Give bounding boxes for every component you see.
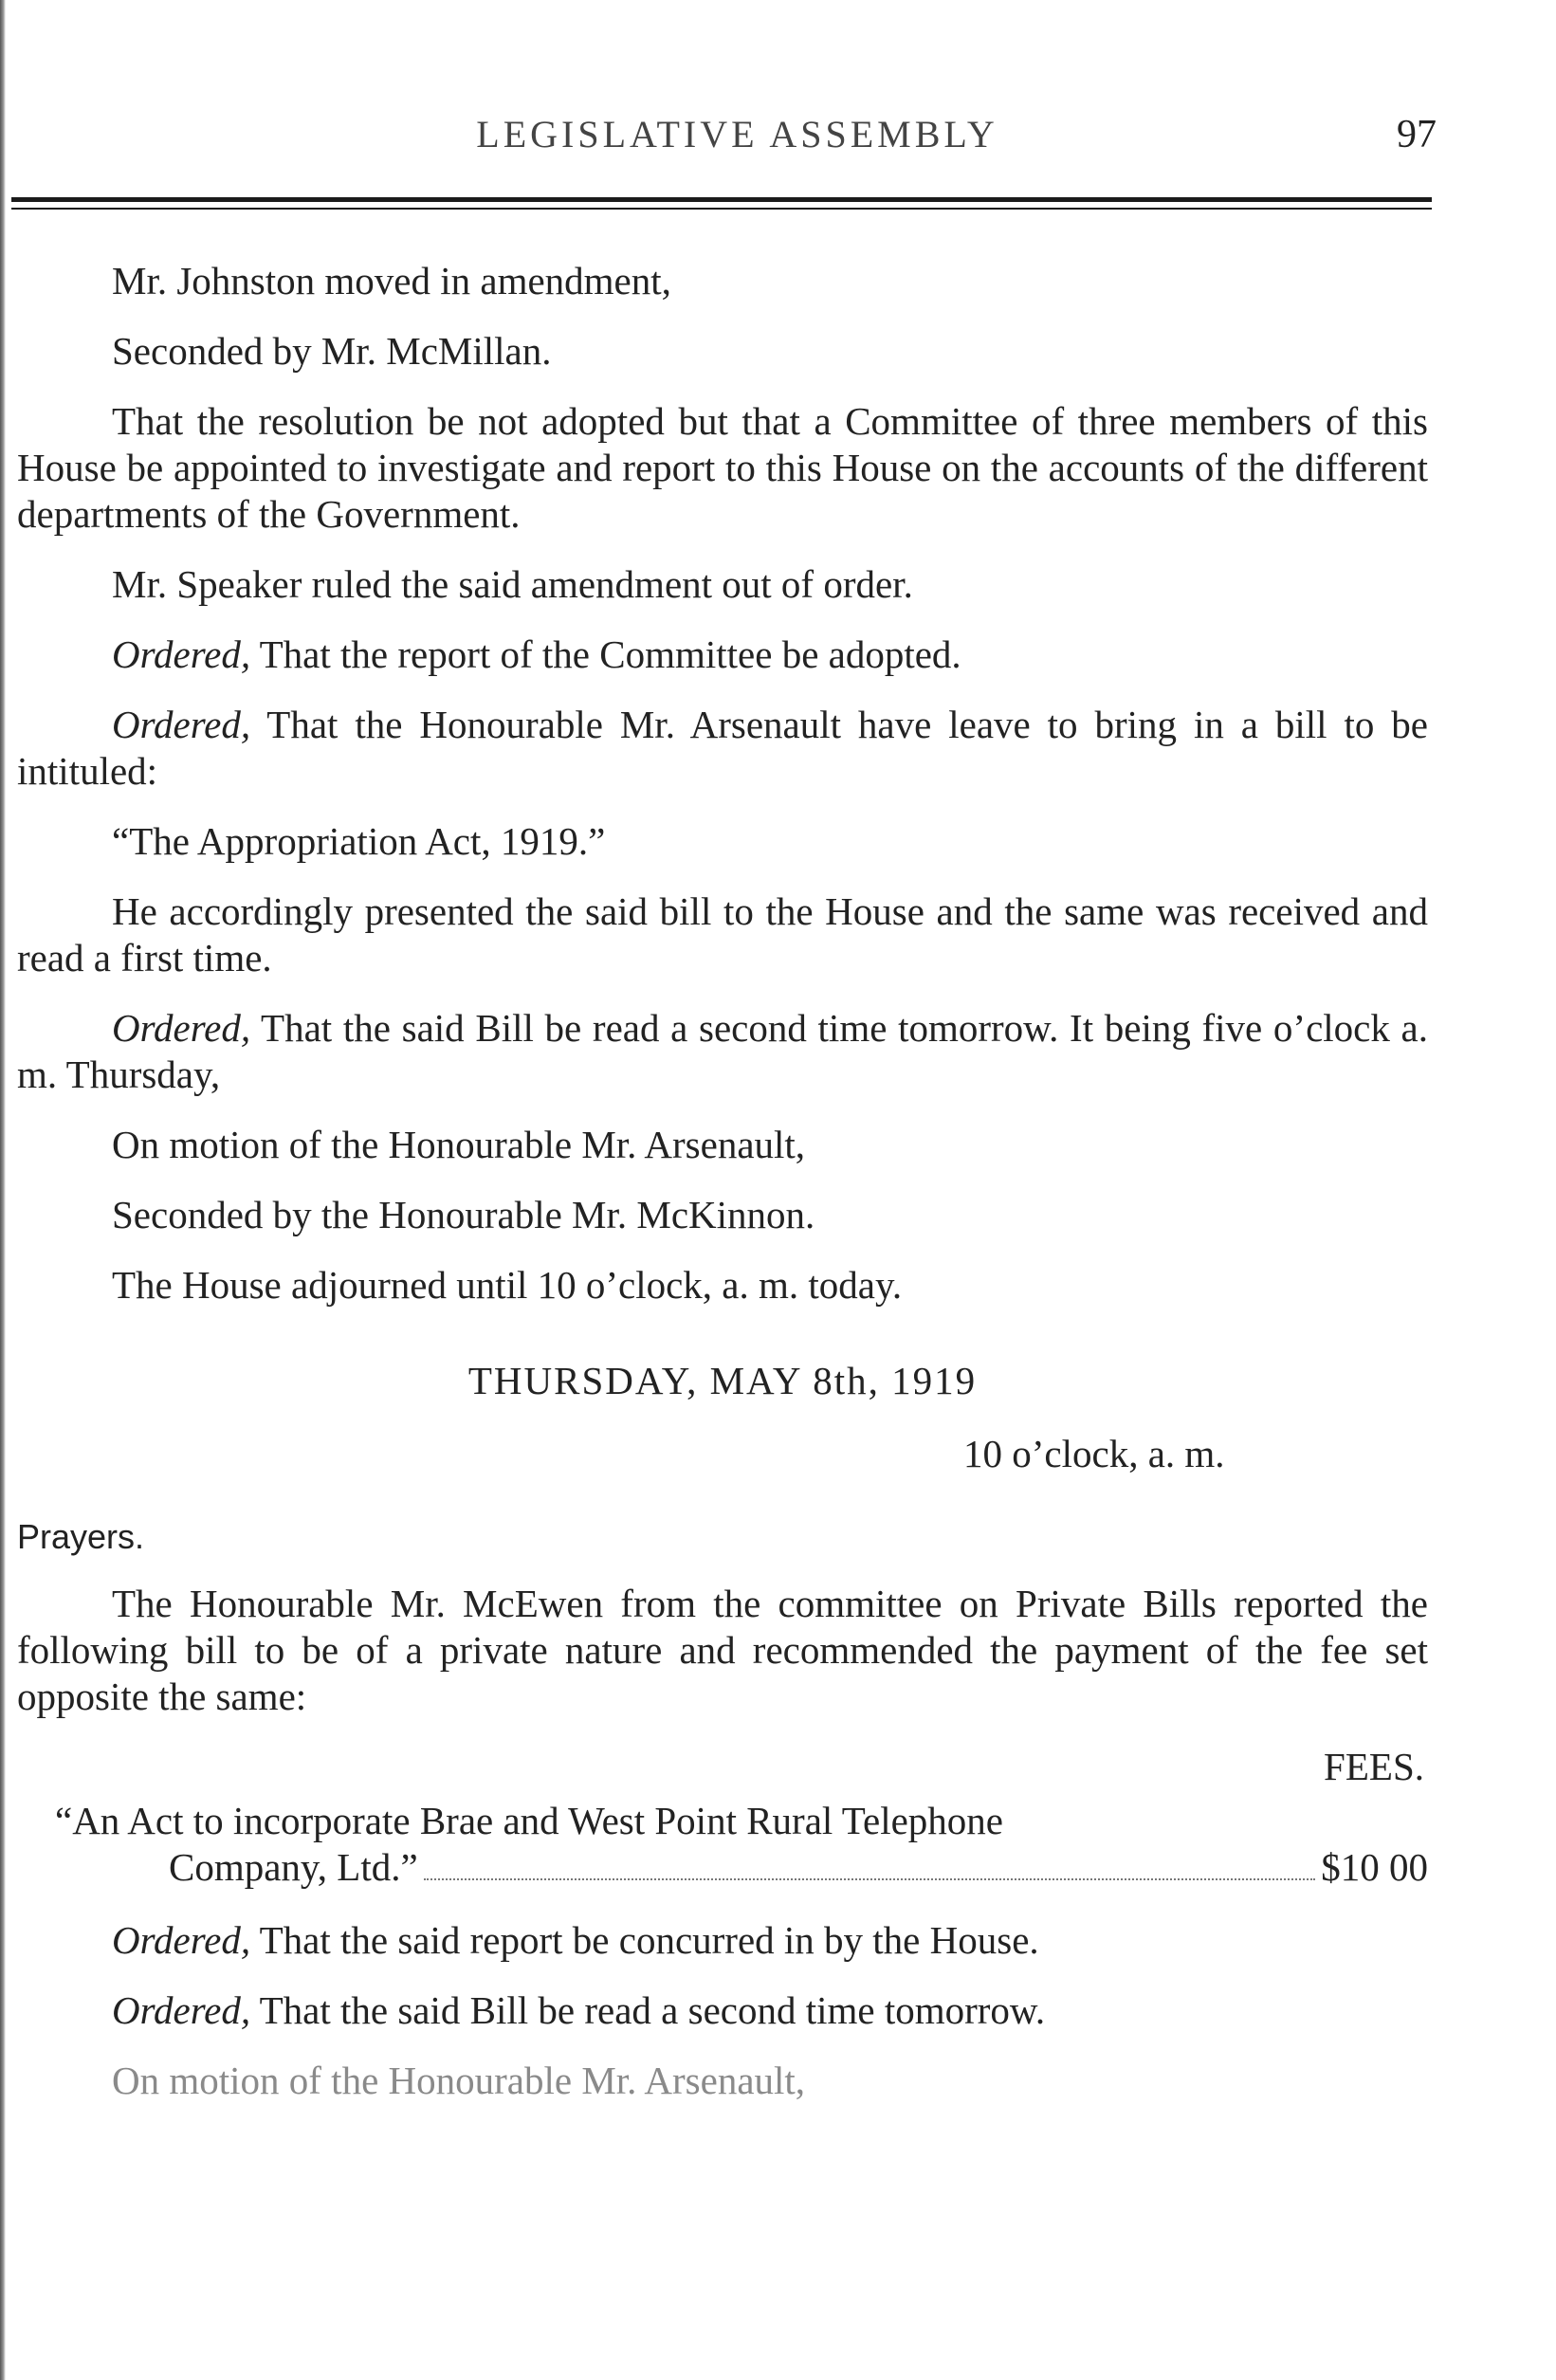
paragraph-text: That the said Bill be read a second time tomorrow. It being five o’clock a. m. Thursday, xyxy=(17,1006,1428,1096)
paragraph: That the resolution be not adopted but that a Committee of three members of this House be appointed to investigate and report to this House on the accounts of the different departments of the Government. xyxy=(17,399,1428,536)
paragraph: Seconded by Mr. McMillan. xyxy=(112,329,552,373)
ordered-lead: Ordered, xyxy=(112,1988,251,2032)
paragraph: The House adjourned until 10 o’clock, a. m. today. xyxy=(112,1263,903,1307)
paragraph: Mr. Johnston moved in amendment, xyxy=(112,259,671,302)
paragraph-text: That the said report be concurred in by the House. xyxy=(250,1918,1039,1962)
page-spine-shadow xyxy=(0,0,6,2380)
paragraph: On motion of the Honourable Mr. Arsenault, xyxy=(112,1123,806,1166)
paragraph: Seconded by the Honourable Mr. McKinnon. xyxy=(112,1193,815,1236)
bill-fee-amount: $10 00 xyxy=(1321,1845,1428,1889)
paragraph: Mr. Speaker ruled the said amendment out of order. xyxy=(112,562,913,606)
fees-column-label: FEES. xyxy=(1324,1745,1424,1788)
paragraph xyxy=(17,1917,1428,1964)
running-head: LEGISLATIVE ASSEMBLY xyxy=(476,113,998,156)
bill-entry-line xyxy=(17,1844,1428,1891)
paragraph xyxy=(17,632,1428,678)
paragraph: He accordingly presented the said bill to the House and the same was received and read a first time. xyxy=(17,889,1428,979)
page-number: 97 xyxy=(1397,113,1437,156)
sitting-time: 10 o’clock, a. m. xyxy=(963,1432,1225,1475)
paragraph: On motion of the Honourable Mr. Arsenault, xyxy=(112,2059,806,2102)
sitting-date-heading: THURSDAY, MAY 8th, 1919 xyxy=(467,1359,978,1402)
bill-title-quote: “The Appropriation Act, 1919.” xyxy=(112,819,606,863)
paragraph xyxy=(17,702,1428,795)
paragraph xyxy=(17,1005,1428,1098)
ordered-lead: Ordered, xyxy=(112,1918,251,1962)
header-rule-thin xyxy=(11,208,1432,210)
ordered-lead: Ordered, xyxy=(112,632,251,676)
dot-leader xyxy=(424,1877,1316,1880)
paragraph-text: That the said Bill be read a second time tomorrow. xyxy=(250,1988,1046,2032)
ordered-lead: Ordered, xyxy=(112,1006,251,1050)
header-rule-thick xyxy=(11,197,1432,202)
bill-entry-title-cont: Company, Ltd.” xyxy=(169,1845,418,1889)
paragraph-text: That the Honourable Mr. Arsenault have leave to bring in a bill to be intituled: xyxy=(17,703,1428,793)
body-text xyxy=(17,258,1428,2128)
paragraph: The Honourable Mr. McEwen from the committee on Private Bills reported the following bill to be of a private nature and recommended the payment of the fee set opposite the same: xyxy=(17,1582,1428,1718)
paragraph xyxy=(17,1987,1428,2034)
prayers-heading: Prayers. xyxy=(17,1517,145,1556)
bill-entry-title: “An Act to incorporate Brae and West Point Rural Telephone xyxy=(55,1799,1003,1842)
paragraph-text: That the report of the Committee be adopted. xyxy=(250,632,961,676)
ordered-lead: Ordered, xyxy=(112,703,251,746)
page-header xyxy=(38,112,1437,169)
